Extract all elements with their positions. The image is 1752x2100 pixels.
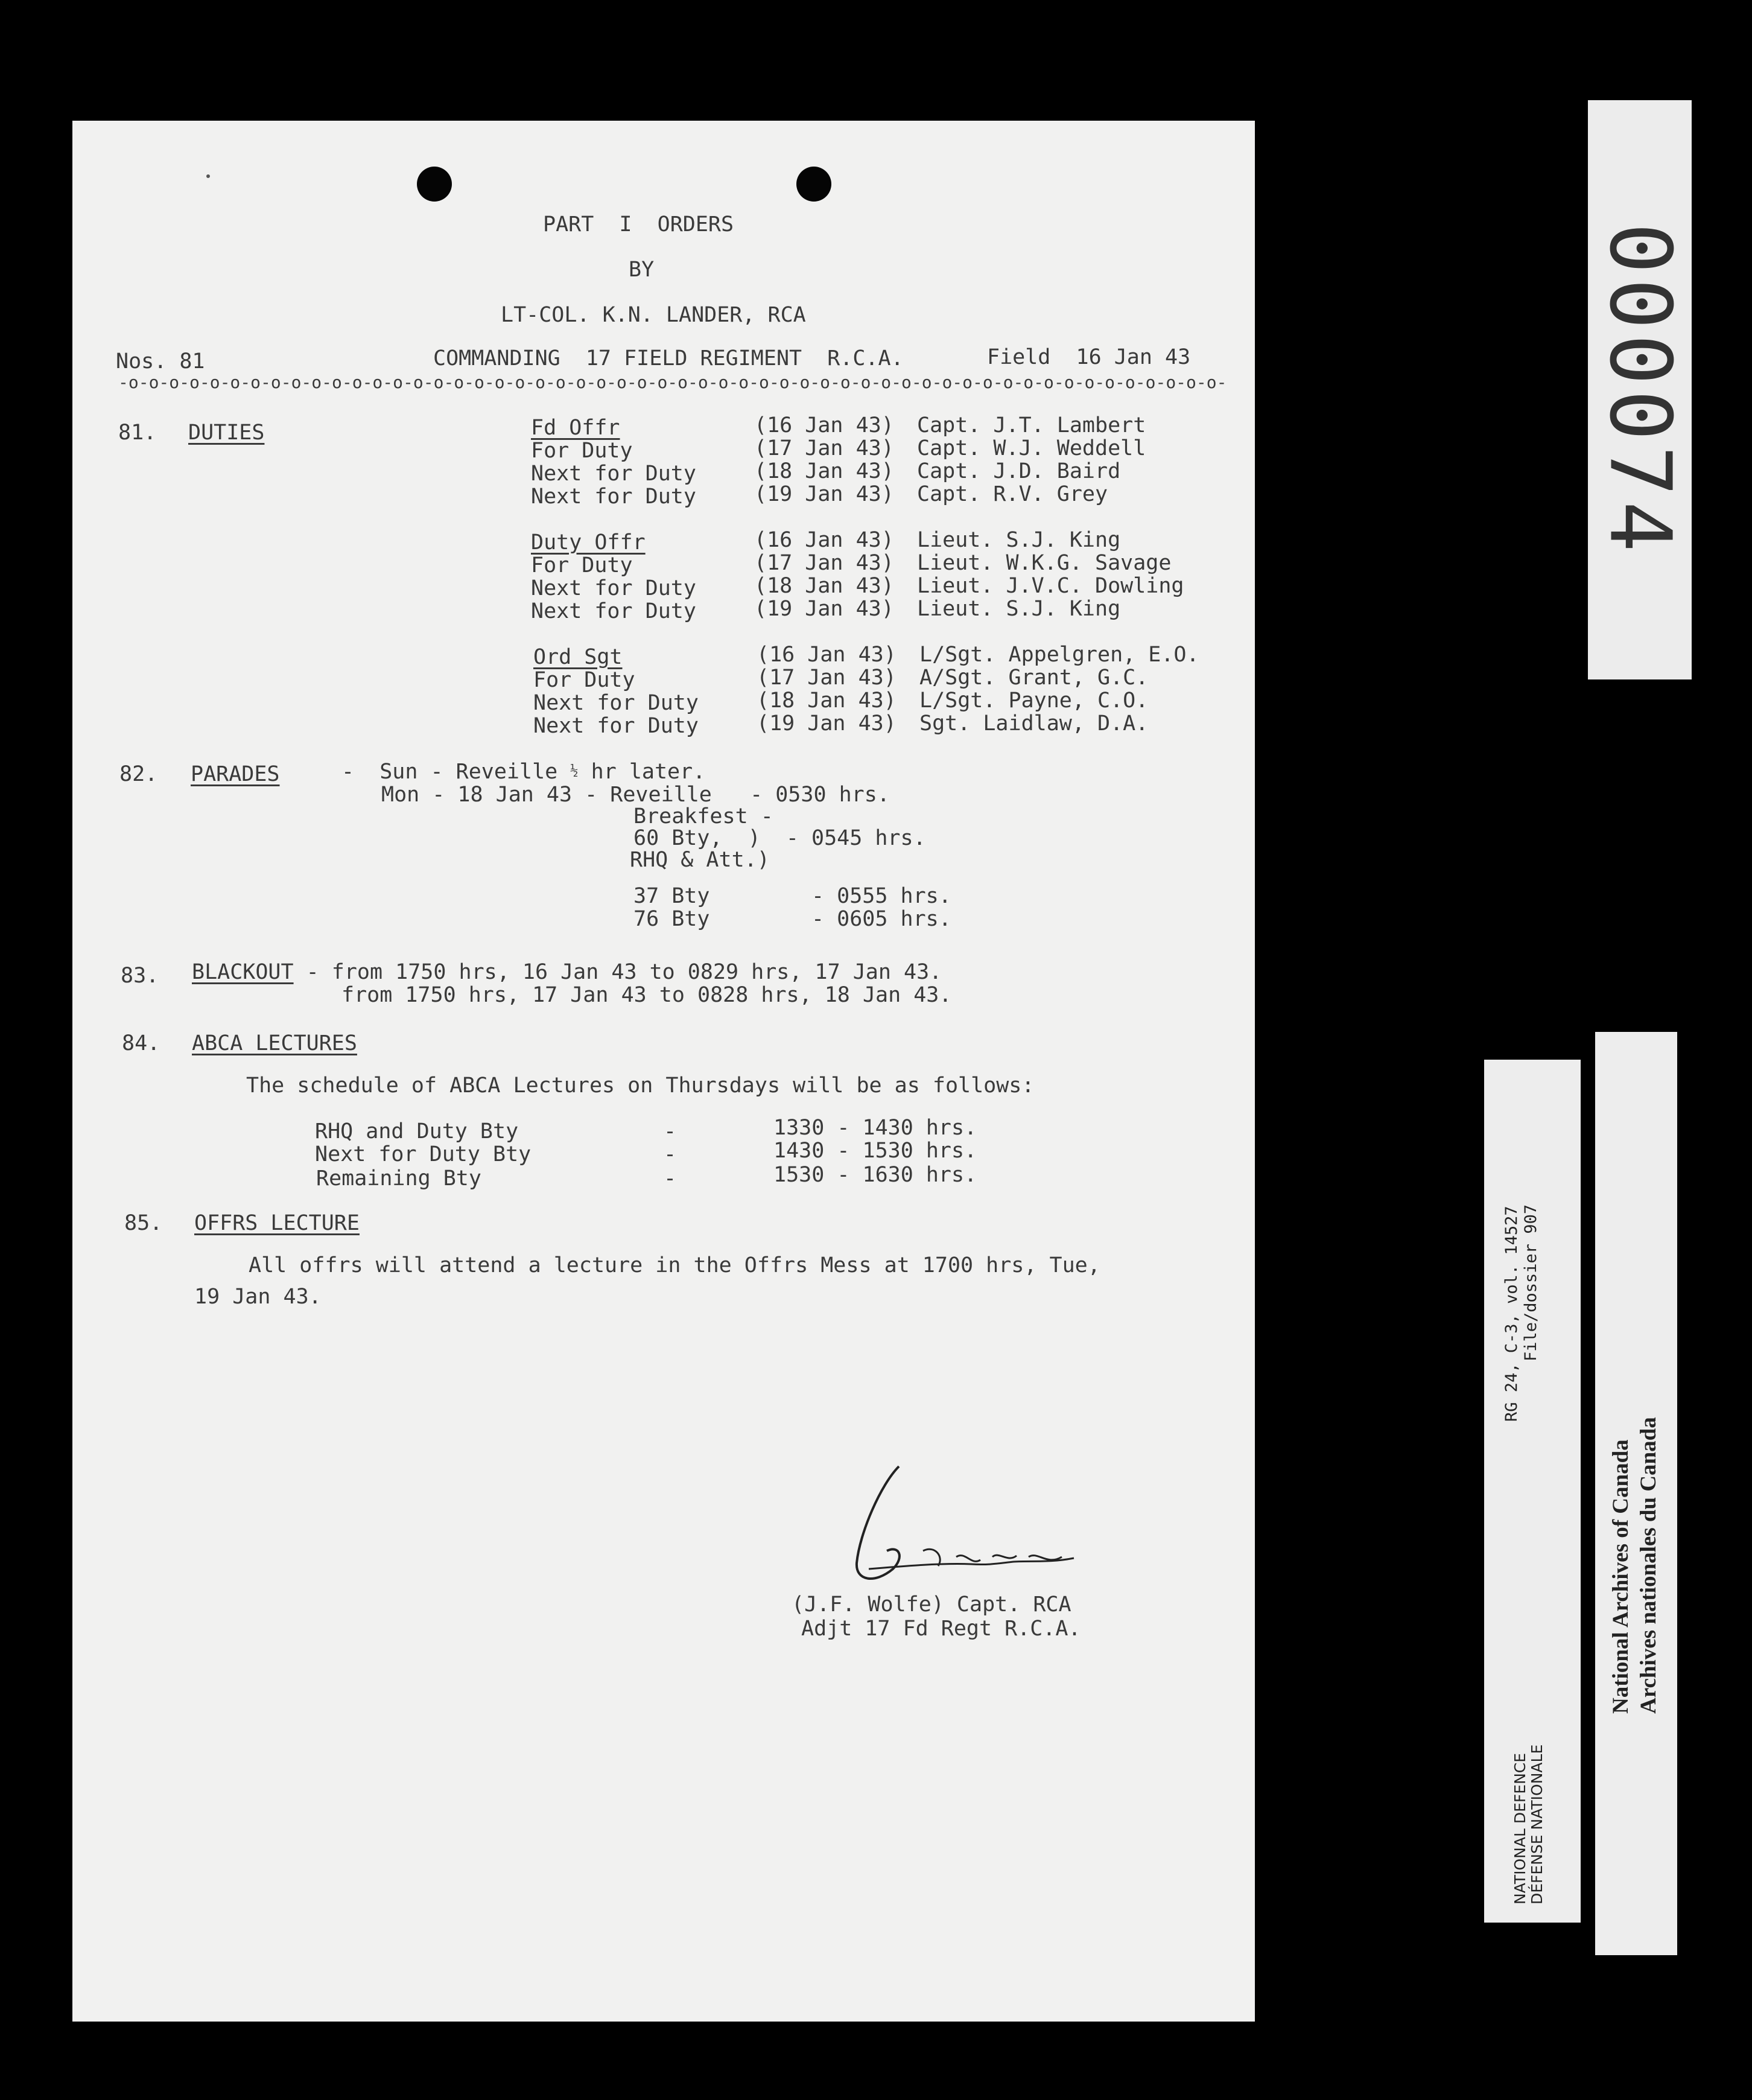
unit-name: COMMANDING 17 FIELD REGIMENT R.C.A. [433, 346, 904, 371]
parades-line-breakfast: Breakfest - [633, 804, 773, 829]
duty-role: Fd Offr [531, 416, 620, 440]
duty-role: For Duty [533, 668, 635, 692]
section-number-84: 84. [122, 1031, 160, 1055]
duty-date: (16 Jan 43) [754, 413, 894, 438]
duty-name: L/Sgt. Payne, C.O. [919, 689, 1149, 713]
order-by: BY [629, 258, 655, 282]
abca-heading: ABCA LECTURES [192, 1031, 357, 1055]
blackout-line-1: BLACKOUT - from 1750 hrs, 16 Jan 43 to 0829 hrs, 17 Jan 43. [192, 960, 942, 984]
duty-date: (19 Jan 43) [754, 482, 894, 506]
section-number-82: 82. [119, 762, 158, 786]
page-fold-mark [72, 121, 1255, 2022]
parades-heading: PARADES [191, 762, 280, 786]
parades-line-rhq: RHQ & Att.) [630, 848, 770, 872]
duty-date: (18 Jan 43) [757, 689, 897, 713]
duty-name: Lieut. J.V.C. Dowling [917, 574, 1184, 598]
duty-name: Capt. R.V. Grey [917, 482, 1108, 506]
duty-role: Next for Duty [531, 485, 696, 509]
schedule-label: Next for Duty Bty [315, 1142, 532, 1166]
duty-role: For Duty [531, 439, 633, 463]
duty-role: Next for Duty [531, 462, 696, 486]
duty-name: Capt. J.D. Baird [917, 459, 1121, 483]
department-en: NATIONAL DEFENCE [1511, 1752, 1529, 1904]
section-number-81: 81. [118, 421, 157, 445]
place-date: Field 16 Jan 43 [987, 345, 1191, 369]
duty-name: Capt. J.T. Lambert [917, 413, 1146, 438]
archive-reference-1: RG 24, C-3, vol. 14527 [1502, 1206, 1521, 1422]
duty-date: (17 Jan 43) [754, 436, 894, 460]
duty-date: (16 Jan 43) [757, 643, 897, 667]
schedule-dash: - [664, 1142, 677, 1166]
offrs-heading: OFFRS LECTURE [194, 1211, 360, 1235]
duty-name: A/Sgt. Grant, G.C. [919, 666, 1149, 690]
duty-date: (17 Jan 43) [757, 666, 897, 690]
duties-heading: DUTIES [188, 421, 265, 445]
duty-name: Lieut. S.J. King [917, 597, 1121, 621]
order-title: PART I ORDERS [543, 212, 734, 237]
schedule-dash: - [664, 1166, 677, 1191]
document-page [72, 121, 1255, 2022]
parades-line-37bty: 37 Bty - 0555 hrs. [633, 884, 951, 908]
signature-title: Adjt 17 Fd Regt R.C.A. [801, 1617, 1081, 1641]
frame-number: 000074 [1590, 223, 1689, 557]
institution-en: National Archives of Canada [1608, 1439, 1633, 1714]
duty-name: Lieut. S.J. King [917, 528, 1121, 552]
duty-date: (18 Jan 43) [754, 574, 894, 598]
schedule-time: 1430 - 1530 hrs. [773, 1139, 977, 1163]
duty-date: (19 Jan 43) [757, 711, 897, 736]
signature-name: (J.F. Wolfe) Capt. RCA [792, 1592, 1071, 1617]
duty-role: Duty Offr [531, 530, 646, 555]
schedule-dash: - [664, 1119, 677, 1144]
blackout-heading: BLACKOUT [192, 960, 294, 984]
duty-date: (18 Jan 43) [754, 459, 894, 483]
offrs-line-1: All offrs will attend a lecture in the Offrs Mess at 1700 hrs, Tue, [249, 1253, 1100, 1278]
parades-line-60bty: 60 Bty, ) - 0545 hrs. [633, 826, 926, 850]
section-number-85: 85. [124, 1211, 163, 1235]
department-fr: DÉFENSE NATIONALE [1528, 1744, 1546, 1904]
handwritten-signature [833, 1460, 1110, 1599]
duty-role: For Duty [531, 553, 633, 578]
frame-number-stamp [1588, 100, 1692, 679]
duty-role: Next for Duty [533, 714, 699, 738]
archive-reference-label [1484, 1060, 1581, 1923]
duty-name: L/Sgt. Appelgren, E.O. [919, 643, 1199, 667]
institution-fr: Archives nationales du Canada [1636, 1417, 1661, 1714]
separator-line: -o-o-o-o-o-o-o-o-o-o-o-o-o-o-o-o-o-o-o-o-o-o-o-o-o-o-o-o-o-o-o-o-o-o-o-o-o-o-o-o-o-o-o-o-o-o-o-o-o-o-o-o-o-o- [118, 372, 1227, 392]
offrs-line-2: 19 Jan 43. [194, 1285, 322, 1309]
duty-date: (17 Jan 43) [754, 551, 894, 575]
duty-name: Lieut. W.K.G. Savage [917, 551, 1172, 575]
duty-role: Next for Duty [531, 576, 696, 600]
abca-intro: The schedule of ABCA Lectures on Thursdays will be as follows: [246, 1074, 1035, 1098]
archive-reference-2: File/dossier 907 [1522, 1204, 1540, 1361]
duty-role: Next for Duty [533, 691, 699, 715]
issuing-officer: LT-COL. K.N. LANDER, RCA [501, 303, 806, 327]
blackout-line-2: from 1750 hrs, 17 Jan 43 to 0828 hrs, 18 Jan 43. [341, 983, 952, 1007]
duty-name: Sgt. Laidlaw, D.A. [919, 711, 1149, 736]
duty-date: (19 Jan 43) [754, 597, 894, 621]
schedule-label: Remaining Bty [316, 1166, 481, 1191]
section-number-83: 83. [121, 964, 159, 988]
schedule-time: 1530 - 1630 hrs. [773, 1163, 977, 1187]
schedule-label: RHQ and Duty Bty [315, 1119, 519, 1144]
duty-date: (16 Jan 43) [754, 528, 894, 552]
parades-line-sunday: - Sun - Reveille ½ hr later. [341, 760, 706, 784]
schedule-time: 1330 - 1430 hrs. [773, 1116, 977, 1140]
duty-role: Next for Duty [531, 599, 696, 623]
duty-role: Ord Sgt [533, 645, 623, 669]
order-number: Nos. 81 [116, 349, 205, 374]
parades-line-monday: Mon - 18 Jan 43 - Reveille - 0530 hrs. [381, 783, 890, 807]
parades-line-76bty: 76 Bty - 0605 hrs. [633, 907, 951, 931]
duty-name: Capt. W.J. Weddell [917, 436, 1146, 460]
archive-institution-label [1595, 1032, 1677, 1955]
